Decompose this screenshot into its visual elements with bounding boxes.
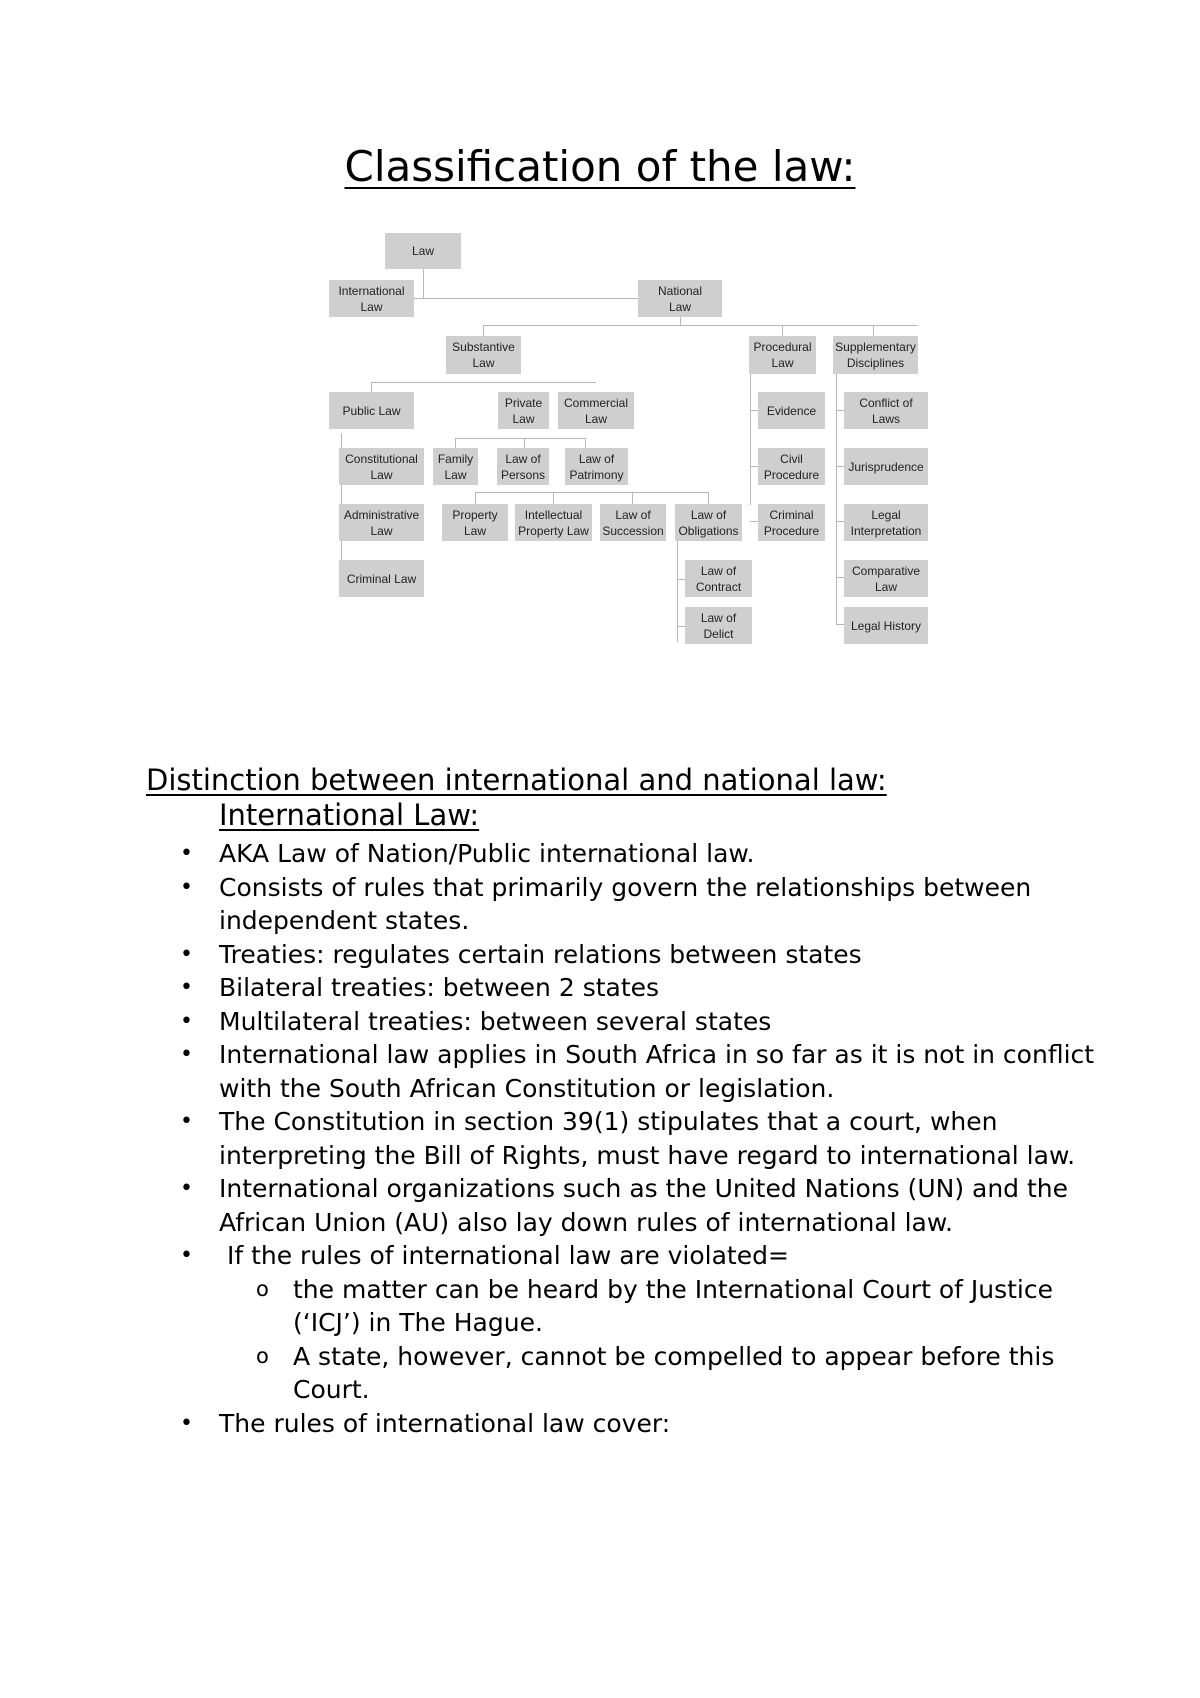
node-law-of-contract: Law of Contract	[685, 560, 752, 597]
connector	[680, 317, 681, 325]
bullet-list	[219, 837, 1099, 1440]
list-item: • The rules of international law cover:	[219, 1407, 1099, 1441]
node-public-law: Public Law	[329, 392, 414, 429]
connector	[455, 438, 456, 448]
page-title-text: Classification of the law:	[344, 142, 856, 191]
connector	[483, 325, 918, 326]
connector	[750, 372, 751, 505]
node-criminal-procedure: Criminal Procedure	[758, 504, 825, 541]
connector	[524, 438, 525, 448]
node-evidence: Evidence	[758, 392, 825, 429]
sub-list-item: o A state, however, cannot be compelled to appear before this Court.	[293, 1340, 1099, 1407]
connector	[836, 624, 844, 625]
node-comparative-law: Comparative Law	[844, 560, 928, 597]
list-item-text: If the rules of international law are violated=	[219, 1241, 789, 1270]
sub-list-item: o the matter can be heard by the International Court of Justice (‘ICJ’) in The Hague.	[293, 1273, 1099, 1340]
connector	[553, 492, 554, 504]
subheading	[219, 798, 479, 832]
node-commercial-law: Commercial Law	[558, 392, 634, 429]
list-item: • The Constitution in section 39(1) stipulates that a court, when interpreting the Bill of Rights, must have regard to international law.	[219, 1105, 1099, 1172]
connector	[750, 521, 758, 522]
node-conflict-of-laws: Conflict of Laws	[844, 392, 928, 429]
connector	[836, 577, 844, 578]
node-legal-history: Legal History	[844, 607, 928, 644]
connector	[423, 268, 424, 298]
connector	[836, 466, 844, 467]
node-jurisprudence: Jurisprudence	[844, 448, 928, 485]
connector	[677, 579, 685, 580]
section-heading-text: Distinction between international and national law:	[146, 763, 887, 797]
node-property-law: Property Law	[442, 504, 508, 541]
node-international-law: International Law	[329, 280, 414, 317]
node-supplementary-disciplines: Supplementary Disciplines	[833, 336, 918, 374]
node-law-of-patrimony: Law of Patrimony	[565, 448, 628, 485]
connector	[836, 521, 844, 522]
list-item: • Multilateral treaties: between several states	[219, 1005, 1099, 1039]
connector	[750, 410, 758, 411]
sub-bullet-list	[219, 1273, 1099, 1407]
node-law-of-delict: Law of Delict	[685, 607, 752, 644]
node-law-of-persons: Law of Persons	[497, 448, 549, 485]
subheading-text: International Law:	[219, 798, 480, 832]
connector	[632, 492, 633, 504]
connector	[750, 466, 758, 467]
list-item: • International law applies in South Africa in so far as it is not in conflict with the South African Constitution or legislation.	[219, 1038, 1099, 1105]
connector	[371, 382, 372, 392]
section-heading	[146, 763, 887, 797]
node-constitutional-law: Constitutional Law	[339, 448, 424, 485]
node-law: Law	[385, 233, 461, 269]
node-private-law: Private Law	[498, 392, 549, 429]
list-item-violation	[219, 1239, 1099, 1407]
node-law-of-obligations: Law of Obligations	[675, 504, 742, 541]
node-administrative-law: Administrative Law	[339, 504, 424, 541]
list-item: • Consists of rules that primarily govern the relationships between independent states.	[219, 871, 1099, 938]
node-law-of-succession: Law of Succession	[600, 504, 666, 541]
connector	[677, 626, 685, 627]
node-civil-procedure: Civil Procedure	[758, 448, 825, 485]
list-item: • Treaties: regulates certain relations between states	[219, 938, 1099, 972]
connector	[475, 492, 708, 493]
connector	[483, 325, 484, 336]
list-item: • Bilateral treaties: between 2 states	[219, 971, 1099, 1005]
law-classification-diagram	[0, 0, 1200, 700]
connector	[708, 492, 709, 504]
connector	[873, 325, 874, 336]
list-item: • AKA Law of Nation/Public international law.	[219, 837, 1099, 871]
list-item: • International organizations such as the United Nations (UN) and the African Union (AU) also lay down rules of international law.	[219, 1172, 1099, 1239]
connector	[836, 410, 844, 411]
node-substantive-law: Substantive Law	[446, 336, 521, 374]
node-procedural-law: Procedural Law	[749, 336, 816, 374]
connector	[371, 382, 596, 383]
connector	[475, 492, 476, 504]
connector	[585, 438, 586, 448]
node-criminal-law: Criminal Law	[339, 560, 424, 597]
connector	[782, 325, 783, 336]
node-national-law: National Law	[638, 280, 722, 317]
node-legal-interpretation: Legal Interpretation	[844, 504, 928, 541]
node-family-law: Family Law	[433, 448, 478, 485]
connector	[455, 438, 585, 439]
node-intellectual-property-law: Intellectual Property Law	[515, 504, 592, 541]
